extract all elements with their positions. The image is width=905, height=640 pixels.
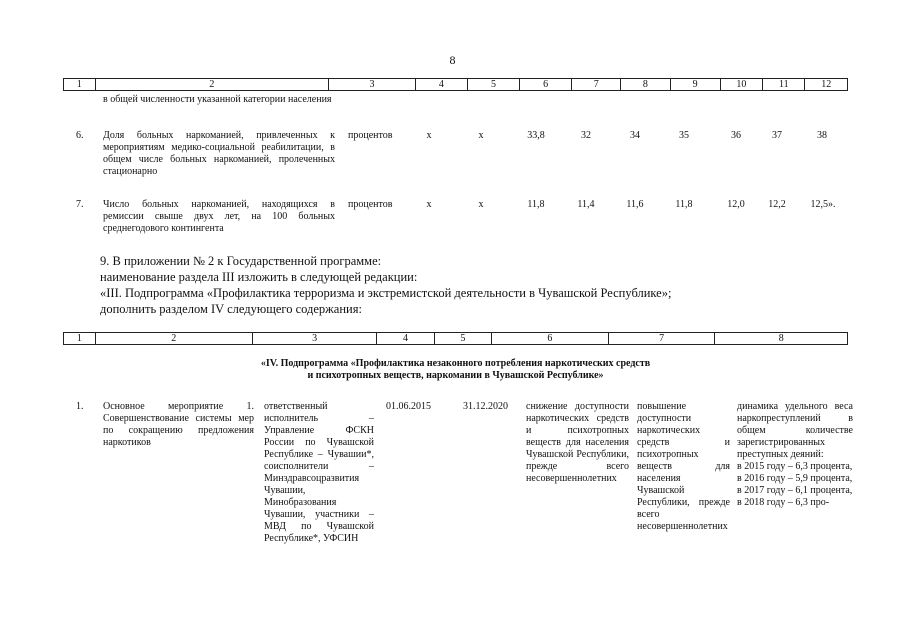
col-header: 6	[492, 333, 609, 345]
col-header: 12	[805, 79, 848, 91]
row-number: 1.	[76, 401, 84, 412]
row-name: Доля больных наркоманией, привлеченных к мероприятиям медико-социальной реабилитации, в общем числе больных наркоманией, пролеченных стационарно	[103, 130, 335, 177]
indicator-year: в 2015 году – 6,3 процента,	[737, 461, 853, 472]
indicator-year: в 2017 году – 6,1 процента,	[737, 485, 853, 496]
row-unit: процентов	[348, 130, 393, 141]
col-header: 10	[720, 79, 762, 91]
row-value: 11,8	[675, 199, 693, 210]
col-header: 3	[252, 333, 377, 345]
col-header: 3	[329, 79, 415, 91]
row-value: 36	[731, 130, 741, 141]
row-value: 11,4	[577, 199, 595, 210]
col-header: 5	[434, 333, 491, 345]
col-header: 6	[520, 79, 572, 91]
row-value: 11,8	[527, 199, 545, 210]
row-value: 38	[817, 130, 827, 141]
col-header: 2	[95, 333, 252, 345]
row-c5: х	[478, 130, 484, 141]
row-c4: х	[426, 199, 432, 210]
row-number: 6.	[76, 130, 84, 141]
paragraph: дополнить разделом IV следующего содержания:	[100, 302, 362, 316]
col-header: 1	[64, 79, 96, 91]
paragraph: 9. В приложении № 2 к Государственной программе:	[100, 254, 382, 268]
table1-header	[63, 78, 848, 91]
row-value: 33,8	[527, 130, 545, 141]
row-end-date: 31.12.2020	[463, 401, 508, 412]
col-header: 4	[377, 333, 434, 345]
col-header: 4	[415, 79, 467, 91]
row-unit: процентов	[348, 199, 393, 210]
table2-header	[63, 332, 848, 345]
section-title-line1: «IV. Подпрограмма «Профилактика незаконного потребления наркотических средств	[260, 358, 651, 369]
section-title-line2: и психотропных веществ, наркомании в Чувашской Республике»	[307, 370, 604, 381]
indicator-year: в 2018 году – 6,3 про-	[737, 497, 830, 508]
row-value: 11,6	[626, 199, 644, 210]
col-header: 8	[621, 79, 670, 91]
col-header: 11	[763, 79, 805, 91]
section-title	[63, 358, 848, 382]
indicator-year: в 2016 году – 5,9 процента,	[737, 473, 853, 484]
col-header: 1	[64, 333, 96, 345]
row-value: 34	[630, 130, 640, 141]
paragraph: наименование раздела III изложить в следующей редакции:	[100, 270, 418, 284]
col-header: 2	[95, 79, 329, 91]
row-indicator	[737, 401, 853, 509]
row-goal2: повышение доступности наркотических средств и психотропных веществ для населения Чувашской Республики, прежде всего несовершеннолетних	[637, 401, 730, 532]
row-goal1: снижение доступности наркотических средств и психотропных веществ для населения Чувашской Республики, прежде всего несовершеннолетних	[526, 401, 629, 484]
row-executor: ответственный исполнитель – Управление ФСКН России по Чувашской Республике – Чувашии*, соисполнители – Минздравсоцразвития Чувашии, Минобразования Чувашии, участники – МВД по Чувашской Республике*, УФСИН	[264, 401, 374, 544]
row-start-date: 01.06.2015	[386, 401, 431, 412]
row-value: 32	[581, 130, 591, 141]
row-c4: х	[426, 130, 432, 141]
col-header: 7	[572, 79, 621, 91]
indicator-text: динамика удельного веса наркопреступлений в общем количестве зарегистрированных преступных деяний:	[737, 401, 853, 460]
row-c5: х	[478, 199, 484, 210]
row-number: 7.	[76, 199, 84, 210]
row-continuation: в общей численности указанной категории населения	[103, 94, 332, 105]
row-value: 35	[679, 130, 689, 141]
col-header: 9	[670, 79, 720, 91]
col-header: 8	[715, 333, 848, 345]
paragraph: «III. Подпрограмма «Профилактика терроризма и экстремистской деятельности в Чувашской Республике»;	[100, 286, 672, 300]
row-value: 12,5».	[810, 199, 836, 210]
col-header: 5	[467, 79, 519, 91]
row-value: 12,0	[727, 199, 745, 210]
page-number: 8	[449, 53, 456, 67]
row-name: Основное мероприятие 1. Совершенствование системы мер по сокращению предложения наркотиков	[103, 401, 254, 448]
col-header: 7	[608, 333, 715, 345]
row-name: Число больных наркоманией, находящихся в ремиссии свыше двух лет, на 100 больных среднегодового контингента	[103, 199, 335, 234]
row-value: 37	[772, 130, 782, 141]
row-value: 12,2	[768, 199, 786, 210]
